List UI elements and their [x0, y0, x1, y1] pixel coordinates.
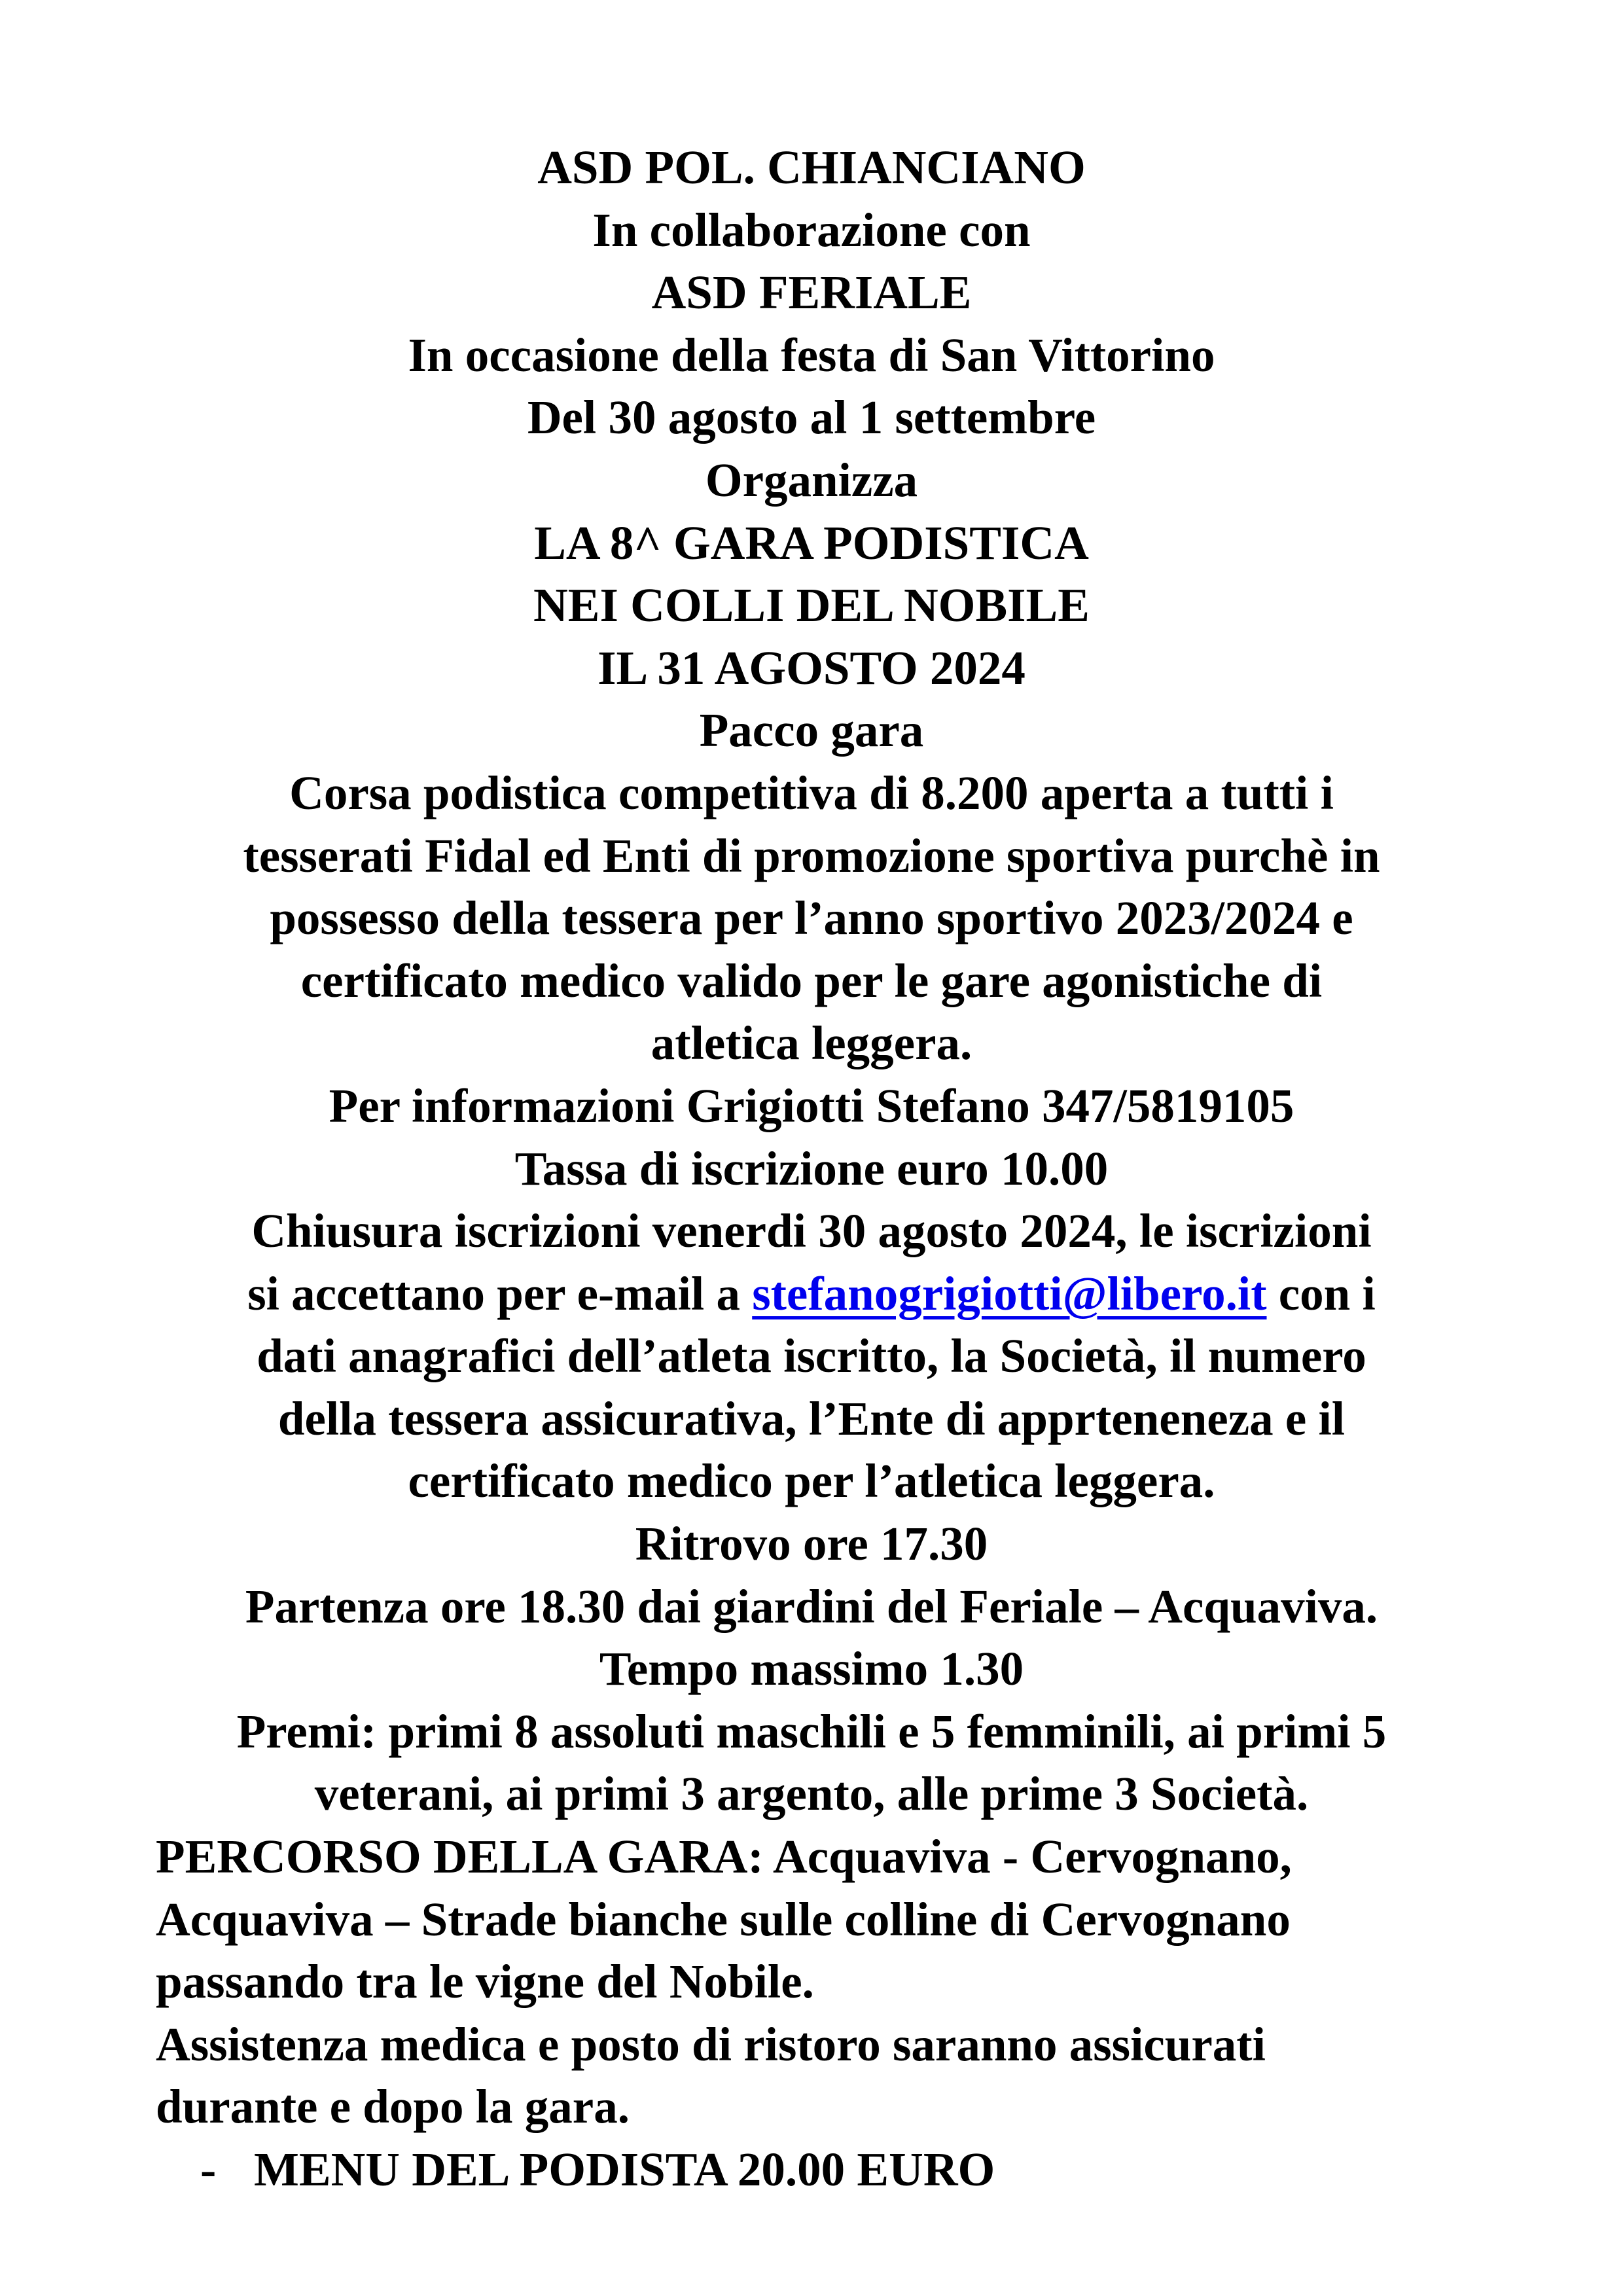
registration-block: [151, 1200, 1472, 1513]
route-line: Acquaviva – Strade bianche sulle colline di Cervognano: [156, 1892, 1291, 1946]
assistance-line: Assistenza medica e posto di ristoro saranno assicurati: [156, 2017, 1266, 2071]
prizes-block: [151, 1700, 1472, 1825]
event-date: IL 31 AGOSTO 2024: [597, 641, 1026, 694]
assistance-line: durante e dopo la gara.: [156, 2080, 630, 2134]
description-line: possesso della tessera per l’anno sportivo 2023/2024 e: [270, 891, 1353, 945]
info-block: [151, 1075, 1472, 1200]
race-description: [151, 762, 1472, 1075]
event-title-line-1: LA 8^ GARA PODISTICA: [534, 516, 1089, 569]
route-line: PERCORSO DELLA GARA: Acquaviva - Cervognano,: [156, 1830, 1292, 1884]
partner-name: ASD FERIALE: [651, 266, 972, 319]
registration-line: Chiusura iscrizioni venerdi 30 agosto 2024, le iscrizioni: [251, 1204, 1372, 1258]
registration-email-prefix: si accettano per e-mail a: [247, 1266, 753, 1320]
menu-list-item: [200, 2138, 1623, 2201]
organizza-label: Organizza: [705, 453, 918, 507]
occasion-text: In occasione della festa di San Vittorino: [408, 328, 1215, 382]
contact-info: Per informazioni Grigiotti Stefano 347/5819105: [329, 1079, 1294, 1132]
event-title-line-2: NEI COLLI DEL NOBILE: [533, 579, 1090, 632]
menu-label: MENU DEL PODISTA 20.00 EURO: [254, 2143, 995, 2196]
prizes-line: veterani, ai primi 3 argento, alle prime 3 Società.: [314, 1767, 1309, 1821]
ritrovo-time: Ritrovo ore 17.30: [635, 1517, 988, 1571]
registration-fee: Tassa di iscrizione euro 10.00: [514, 1141, 1109, 1195]
description-line: Corsa podistica competitiva di 8.200 aperta a tutti i: [289, 766, 1334, 819]
registration-line: certificato medico per l’atletica leggera.: [408, 1454, 1215, 1508]
assistance-block: [156, 2013, 1517, 2138]
registration-email-line: [151, 1263, 1472, 1325]
collaboration-intro: In collaborazione con: [592, 203, 1031, 257]
header-block: [0, 136, 1623, 762]
description-line: atletica leggera.: [651, 1016, 972, 1070]
description-line: certificato medico valido per le gare agonistiche di: [300, 954, 1323, 1007]
max-time: Tempo massimo 1.30: [599, 1642, 1024, 1696]
registration-line: della tessera assicurativa, l’Ente di apprteneneza e il: [277, 1391, 1346, 1445]
prizes-line: Premi: primi 8 assoluti maschili e 5 femminili, ai primi 5: [236, 1704, 1387, 1758]
start-time: Partenza ore 18.30 dai giardini del Feriale – Acquaviva.: [245, 1579, 1378, 1633]
schedule-block: [151, 1513, 1472, 1700]
list-bullet: -: [200, 2143, 217, 2196]
registration-email-suffix: con i: [1266, 1266, 1376, 1320]
route-line: passando tra le vigne del Nobile.: [156, 1955, 814, 2009]
description-line: tesserati Fidal ed Enti di promozione sportiva purchè in: [243, 829, 1380, 882]
registration-line: dati anagrafici dell’atleta iscritto, la Società, il numero: [257, 1329, 1366, 1383]
route-block: [156, 1825, 1517, 2013]
pacco-gara-label: Pacco gara: [699, 704, 924, 757]
organizer-name: ASD POL. CHIANCIANO: [537, 141, 1086, 194]
festival-dates: Del 30 agosto al 1 settembre: [527, 391, 1096, 444]
email-link[interactable]: stefanogrigiotti@libero.it: [752, 1266, 1267, 1320]
